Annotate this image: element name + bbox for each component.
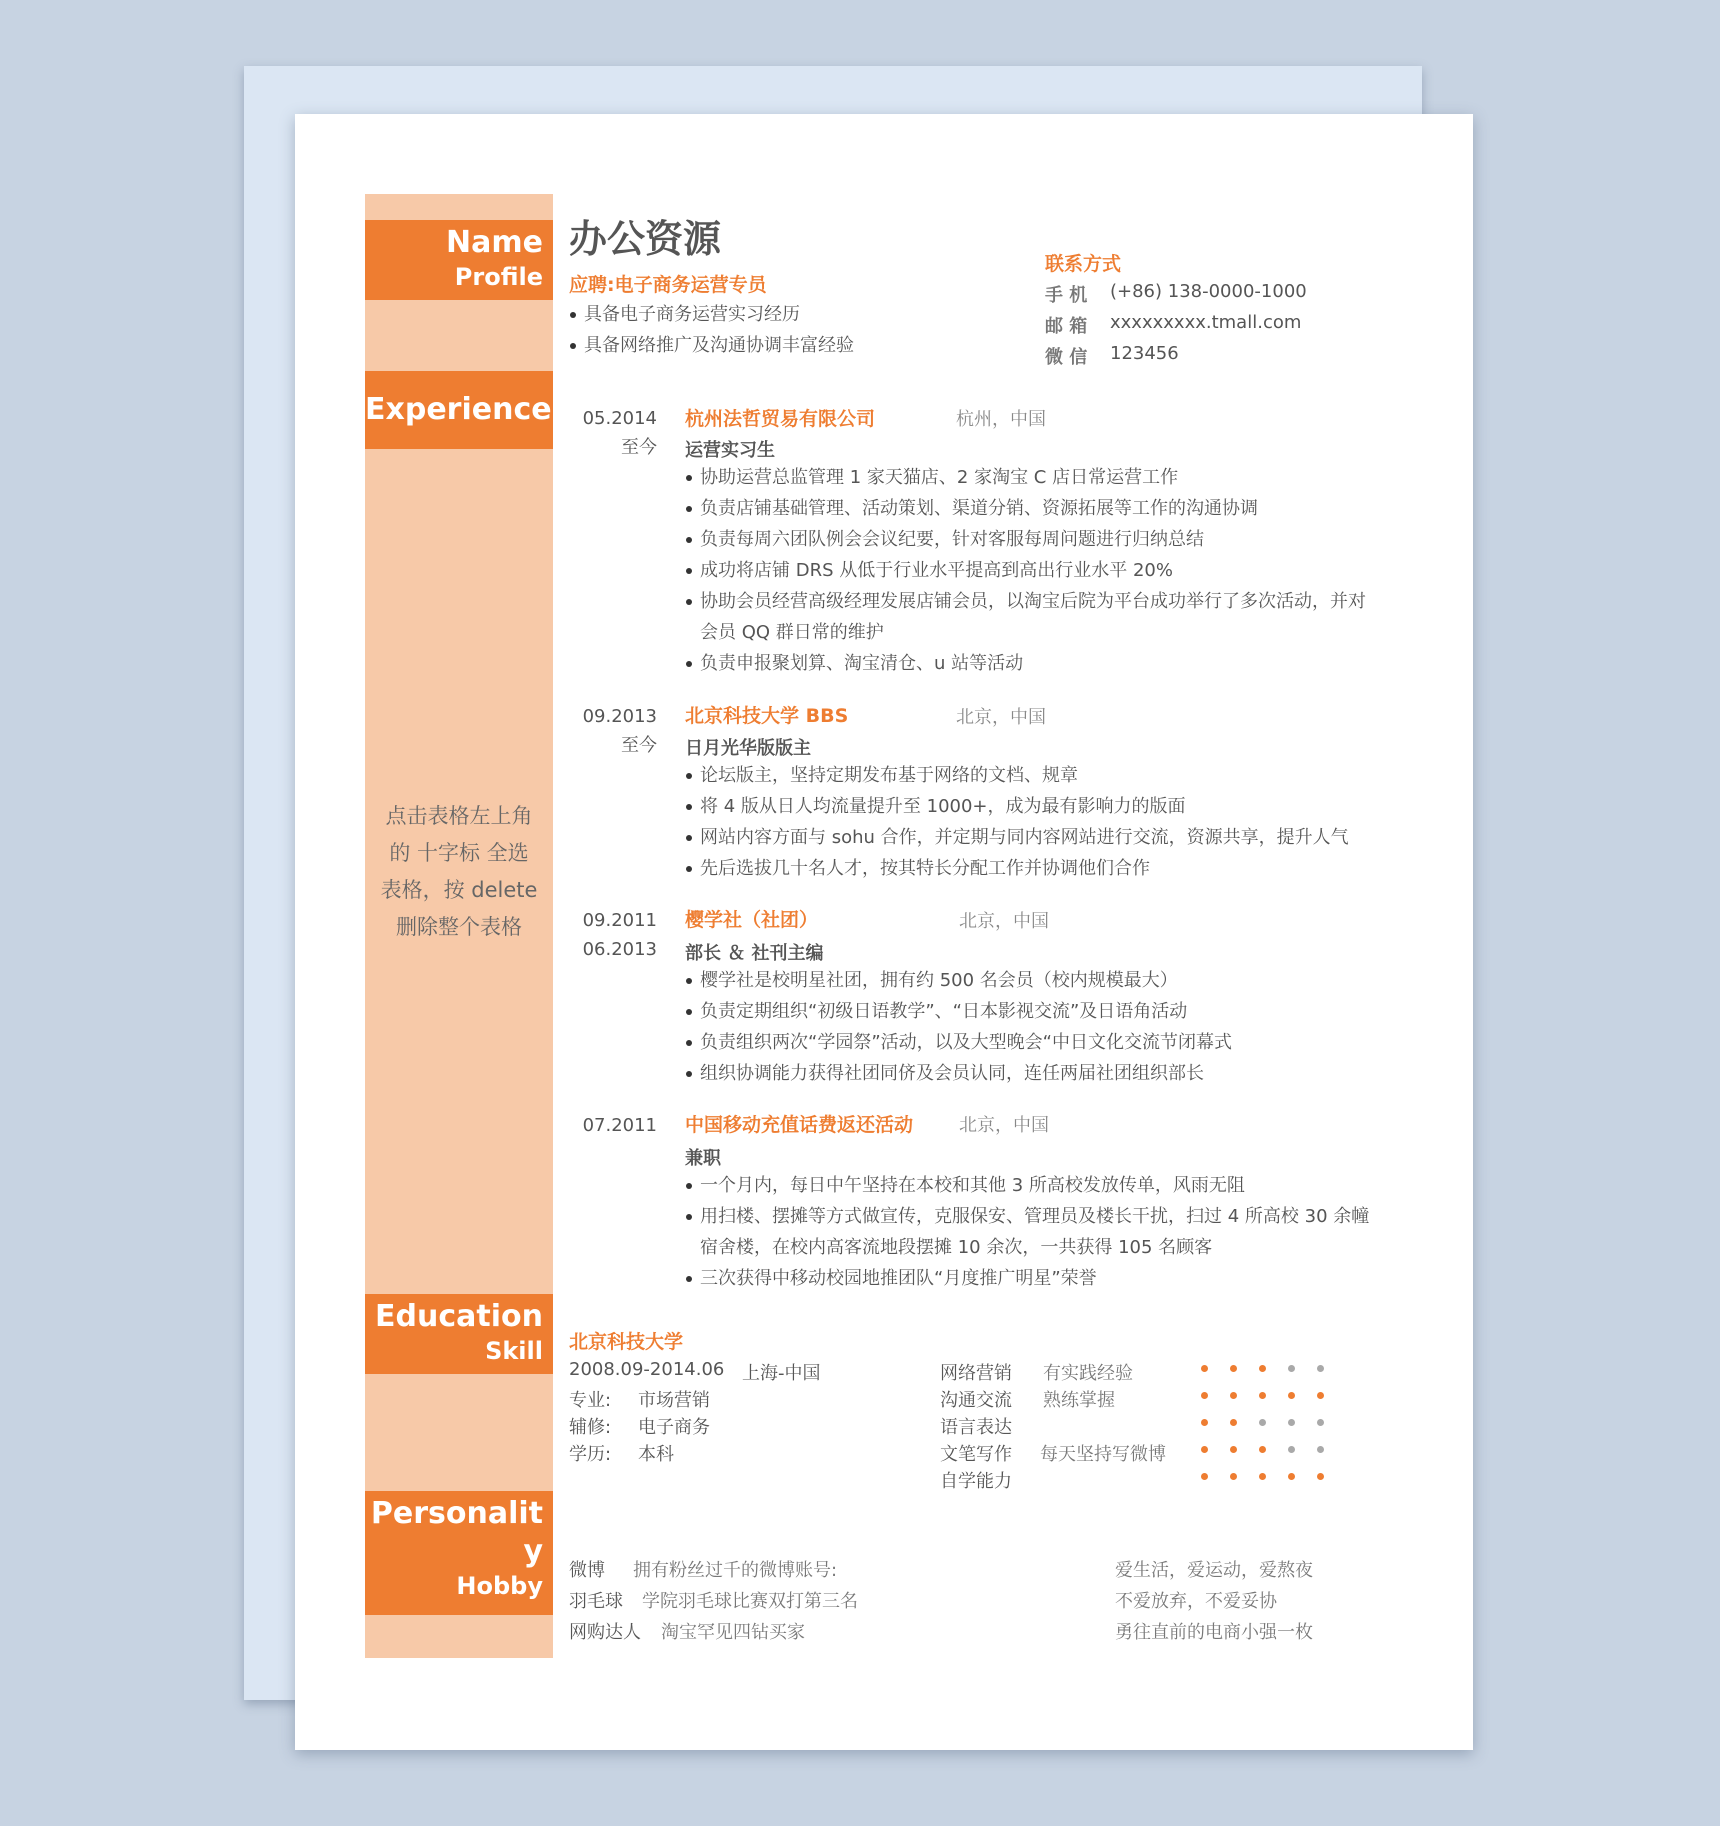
list-item: 用扫楼、摆摊等方式做宣传，克服保安、管理员及楼长干扰，扫过 4 所高校 30 余幢 [685,1201,1369,1232]
personality-line: 勇往直前的电商小强一枚 [1115,1622,1313,1643]
skill-dot [1230,1419,1237,1426]
list-item: 一个月内，每日中午坚持在本校和其他 3 所高校发放传单，风雨无阻 [685,1170,1369,1201]
exp-bullets [685,462,1366,679]
exp-role: 部长 ＆ 社刊主编 [685,943,824,964]
list-item: 负责定期组织“初级日语教学”、“日本影视交流”及日语角活动 [685,996,1232,1027]
list-item: 网站内容方面与 sohu 合作，并定期与同内容网站进行交流，资源共享，提升人气 [685,822,1349,853]
skill-name: 语言表达 [940,1417,1012,1438]
profile-highlights [569,299,854,361]
skill-desc: 熟练掌握 [1043,1390,1115,1411]
contact-title: 联系方式 [1045,253,1122,275]
contact-wechat: 123456 [1110,343,1179,364]
list-item: 将 4 版从日人均流量提升至 1000+，成为最有影响力的版面 [685,791,1349,822]
list-item: 协助会员经营高级经理发展店铺会员，以淘宝后院为平台成功举行了多次活动，并对 [685,586,1366,617]
exp-date-start: 07.2011 [582,1115,657,1136]
contact-phone: (+86) 138-0000-1000 [1110,281,1307,302]
personality-label: Personalit [370,1496,543,1531]
exp-location: 北京，中国 [956,707,1046,728]
skill-dot [1201,1365,1208,1372]
edu-value: 市场营销 [638,1390,710,1411]
edu-label: 学历: [569,1444,612,1465]
edu-label: 专业: [569,1390,612,1411]
skill-dot [1317,1419,1324,1426]
exp-bullets [685,965,1232,1089]
skill-dot [1259,1365,1266,1372]
list-item: 具备电子商务运营实习经历 [569,299,854,330]
contact-email: xxxxxxxxx.tmall.com [1110,312,1302,333]
experience-label: Experience [365,392,552,427]
skill-dot [1230,1392,1237,1399]
skill-dot [1230,1365,1237,1372]
skill-dot [1288,1446,1295,1453]
skill-dot [1259,1392,1266,1399]
skill-dot [1201,1419,1208,1426]
profile-label: Profile [454,263,543,291]
personality-hobby-block: Personalit y Hobby [365,1491,553,1615]
skill-dot [1201,1446,1208,1453]
list-item: 先后选拔几十名人才，按其特长分配工作并协调他们合作 [685,853,1349,884]
skill-dot [1259,1446,1266,1453]
hobby-value: 拥有粉丝过千的微博账号: [633,1560,838,1581]
skill-dot [1288,1392,1295,1399]
skill-dot [1317,1392,1324,1399]
edu-value: 电子商务 [638,1417,710,1438]
skill-dot [1230,1446,1237,1453]
skill-name: 网络营销 [940,1363,1012,1384]
skill-dot [1259,1473,1266,1480]
exp-org: 杭州法哲贸易有限公司 [685,408,876,430]
hobby-label: Hobby [456,1572,543,1600]
list-item: 协助运营总监管理 1 家天猫店、2 家淘宝 C 店日常运营工作 [685,462,1366,493]
applied-position: 应聘:电子商务运营专员 [569,274,767,296]
exp-role: 兼职 [685,1148,721,1169]
personality-line: 爱生活，爱运动，爱熬夜 [1115,1560,1313,1581]
list-item: 樱学社是校明星社团，拥有约 500 名会员（校内规模最大） [685,965,1232,996]
name-label: Name [446,225,543,260]
contact-label-email: 邮 箱 [1045,316,1088,337]
list-item-continued: 会员 QQ 群日常的维护 [700,622,884,643]
exp-role: 运营实习生 [685,440,775,461]
list-item-continued: 宿舍楼，在校内高客流地段摆摊 10 余次，一共获得 105 名顾客 [700,1237,1213,1258]
exp-date-start: 09.2011 [582,910,657,931]
contact-label-wechat: 微 信 [1045,347,1088,368]
skill-name: 自学能力 [940,1471,1012,1492]
list-item: 负责店铺基础管理、活动策划、渠道分销、资源拓展等工作的沟通协调 [685,493,1366,524]
exp-location: 北京，中国 [959,911,1049,932]
table-delete-hint: 点击表格左上角 的 十字标 全选 表格，按 delete 删除整个表格 [380,804,538,939]
exp-date-end: 至今 [621,735,657,756]
list-item: 负责组织两次“学园祭”活动，以及大型晚会“中日文化交流节闭幕式 [685,1027,1232,1058]
skill-dot [1317,1365,1324,1372]
name-profile-block [365,220,553,300]
skill-dot [1288,1419,1295,1426]
exp-org: 樱学社（社团） [685,909,819,931]
exp-org: 中国移动充值话费返还活动 [685,1114,914,1136]
education-label: Education [375,1299,543,1334]
skill-label: Skill [485,1337,543,1365]
sidebar [365,194,553,1658]
hobby-value: 淘宝罕见四钻买家 [661,1622,805,1643]
hobby-label: 羽毛球 [569,1591,623,1612]
edu-label: 辅修: [569,1417,612,1438]
hobby-value: 学院羽毛球比赛双打第三名 [642,1591,858,1612]
hobby-label: 微博 [569,1560,605,1581]
skill-dot [1317,1473,1324,1480]
exp-role: 日月光华版版主 [685,738,811,759]
education-skill-block [365,1294,553,1374]
exp-bullets [685,1170,1369,1294]
list-item: 论坛版主，坚持定期发布基于网络的文档、规章 [685,760,1349,791]
candidate-name: 办公资源 [569,217,722,261]
contact-label-phone: 手 机 [1045,285,1088,306]
skill-dot [1317,1446,1324,1453]
personality-line: 不爱放弃，不爱妥协 [1115,1591,1277,1612]
exp-location: 杭州，中国 [956,409,1046,430]
resume-page [295,114,1473,1750]
exp-date-start: 09.2013 [582,706,657,727]
list-item: 成功将店铺 DRS 从低于行业水平提高到高出行业水平 20% [685,555,1366,586]
edu-period: 2008.09-2014.06 [569,1359,725,1380]
hobby-label: 网购达人 [569,1622,641,1643]
exp-date-end: 至今 [621,437,657,458]
skill-dot [1201,1392,1208,1399]
school-name: 北京科技大学 [569,1331,684,1353]
experience-block [365,371,553,449]
list-item: 三次获得中移动校园地推团队“月度推广明星”荣誉 [685,1263,1369,1294]
list-item: 具备网络推广及沟通协调丰富经验 [569,330,854,361]
edu-value: 本科 [638,1444,674,1465]
exp-org: 北京科技大学 BBS [685,705,849,727]
skill-dot [1288,1365,1295,1372]
list-item: 负责每周六团队例会会议纪要，针对客服每周问题进行归纳总结 [685,524,1366,555]
list-item: 组织协调能力获得社团同侪及会员认同，连任两届社团组织部长 [685,1058,1232,1089]
exp-bullets [685,760,1349,884]
skill-dot [1201,1473,1208,1480]
exp-location: 北京，中国 [959,1115,1049,1136]
list-item: 负责申报聚划算、淘宝清仓、u 站等活动 [685,648,1366,679]
skill-name: 文笔写作 [940,1444,1012,1465]
skill-dot [1259,1419,1266,1426]
skill-dot [1288,1473,1295,1480]
exp-date-end: 06.2013 [582,939,657,960]
exp-date-start: 05.2014 [582,408,657,429]
skill-desc: 每天坚持写微博 [1040,1444,1166,1465]
skill-dot [1230,1473,1237,1480]
skill-desc: 有实践经验 [1043,1363,1133,1384]
edu-place: 上海-中国 [742,1363,821,1384]
skill-name: 沟通交流 [940,1390,1012,1411]
